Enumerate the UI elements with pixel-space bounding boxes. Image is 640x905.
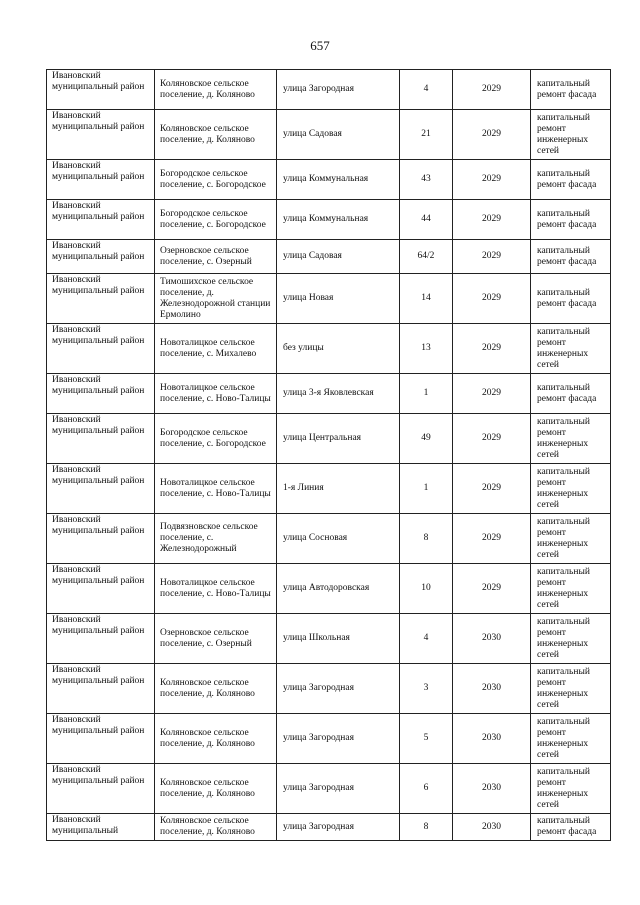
street-cell: улица Садовая [277,110,400,160]
table-row [47,324,611,374]
district-cell: Ивановский муниципальный район [47,274,155,324]
table-row [47,200,611,240]
house-number-cell: 64/2 [400,240,453,274]
district-cell: Ивановский муниципальный район [47,200,155,240]
house-number-cell: 5 [400,714,453,764]
settlement-cell: Новоталицкое сельское поселение, с. Ново-Талицы [155,464,277,514]
year-cell: 2029 [453,414,531,464]
district-cell: Ивановский муниципальный район [47,414,155,464]
settlement-cell: Богородское сельское поселение, с. Богородское [155,160,277,200]
street-cell: улица Коммунальная [277,160,400,200]
district-cell: Ивановский муниципальный район [47,160,155,200]
work-type-cell: капитальный ремонт инженерных сетей [531,414,611,464]
work-type-cell: капитальный ремонт фасада [531,160,611,200]
table-row [47,160,611,200]
district-cell: Ивановский муниципальный район [47,70,155,110]
settlement-cell: Озерновское сельское поселение, с. Озерный [155,614,277,664]
work-type-cell: капитальный ремонт инженерных сетей [531,664,611,714]
work-type-cell: капитальный ремонт фасада [531,274,611,324]
work-type-cell: капитальный ремонт фасада [531,70,611,110]
house-number-cell: 14 [400,274,453,324]
table-row [47,714,611,764]
table-row [47,110,611,160]
house-number-cell: 21 [400,110,453,160]
settlement-cell: Богородское сельское поселение, с. Богородское [155,414,277,464]
settlement-cell: Подвязновское сельское поселение, с. Железнодорожный [155,514,277,564]
year-cell: 2029 [453,324,531,374]
year-cell: 2030 [453,664,531,714]
table-row [47,240,611,274]
settlement-cell: Коляновское сельское поселение, д. Коляново [155,814,277,841]
street-cell: без улицы [277,324,400,374]
work-type-cell: капитальный ремонт инженерных сетей [531,464,611,514]
work-type-cell: капитальный ремонт инженерных сетей [531,564,611,614]
work-type-cell: капитальный ремонт фасада [531,374,611,414]
district-cell: Ивановский муниципальный район [47,514,155,564]
street-cell: улица Загородная [277,70,400,110]
district-cell: Ивановский муниципальный район [47,564,155,614]
street-cell: улица Автодоровская [277,564,400,614]
house-number-cell: 13 [400,324,453,374]
settlement-cell: Озерновское сельское поселение, с. Озерный [155,240,277,274]
settlement-cell: Новоталицкое сельское поселение, с. Ново-Талицы [155,374,277,414]
table-row [47,374,611,414]
street-cell: улица Загородная [277,664,400,714]
street-cell: улица Школьная [277,614,400,664]
street-cell: улица 3-я Яковлевская [277,374,400,414]
house-number-cell: 8 [400,514,453,564]
settlement-cell: Коляновское сельское поселение, д. Коляново [155,664,277,714]
work-type-cell: капитальный ремонт фасада [531,814,611,841]
house-number-cell: 4 [400,70,453,110]
settlement-cell: Новоталицкое сельское поселение, с. Ново-Талицы [155,564,277,614]
district-cell: Ивановский муниципальный район [47,764,155,814]
table-row [47,814,611,841]
work-type-cell: капитальный ремонт фасада [531,200,611,240]
year-cell: 2029 [453,464,531,514]
street-cell: улица Загородная [277,714,400,764]
year-cell: 2030 [453,714,531,764]
street-cell: улица Загородная [277,814,400,841]
district-cell: Ивановский муниципальный район [47,714,155,764]
district-cell: Ивановский муниципальный [47,814,155,841]
house-number-cell: 10 [400,564,453,614]
district-cell: Ивановский муниципальный район [47,464,155,514]
year-cell: 2029 [453,374,531,414]
street-cell: 1-я Линия [277,464,400,514]
street-cell: улица Новая [277,274,400,324]
year-cell: 2030 [453,764,531,814]
street-cell: улица Садовая [277,240,400,274]
district-cell: Ивановский муниципальный район [47,664,155,714]
year-cell: 2030 [453,614,531,664]
settlement-cell: Новоталицкое сельское поселение, с. Михалево [155,324,277,374]
street-cell: улица Сосновая [277,514,400,564]
street-cell: улица Центральная [277,414,400,464]
table-row [47,514,611,564]
table-row [47,70,611,110]
district-cell: Ивановский муниципальный район [47,240,155,274]
work-type-cell: капитальный ремонт инженерных сетей [531,324,611,374]
year-cell: 2029 [453,70,531,110]
house-number-cell: 6 [400,764,453,814]
settlement-cell: Коляновское сельское поселение, д. Коляново [155,714,277,764]
house-number-cell: 44 [400,200,453,240]
street-cell: улица Загородная [277,764,400,814]
settlement-cell: Коляновское сельское поселение, д. Коляново [155,110,277,160]
house-number-cell: 1 [400,464,453,514]
settlement-cell: Богородское сельское поселение, с. Богородское [155,200,277,240]
house-number-cell: 8 [400,814,453,841]
work-type-cell: капитальный ремонт инженерных сетей [531,514,611,564]
settlement-cell: Коляновское сельское поселение, д. Коляново [155,764,277,814]
settlement-cell: Тимошихское сельское поселение, д. Железнодорожной станции Ермолино [155,274,277,324]
housing-table [46,69,611,841]
district-cell: Ивановский муниципальный район [47,110,155,160]
table-row [47,414,611,464]
work-type-cell: капитальный ремонт инженерных сетей [531,714,611,764]
page-number: 657 [310,38,330,53]
table-row [47,564,611,614]
table-row [47,764,611,814]
table-row [47,614,611,664]
district-cell: Ивановский муниципальный район [47,374,155,414]
year-cell: 2029 [453,240,531,274]
house-number-cell: 49 [400,414,453,464]
district-cell: Ивановский муниципальный район [47,614,155,664]
district-cell: Ивановский муниципальный район [47,324,155,374]
settlement-cell: Коляновское сельское поселение, д. Коляново [155,70,277,110]
year-cell: 2029 [453,274,531,324]
house-number-cell: 4 [400,614,453,664]
year-cell: 2029 [453,564,531,614]
housing-table-body [47,70,611,841]
work-type-cell: капитальный ремонт инженерных сетей [531,614,611,664]
year-cell: 2029 [453,110,531,160]
year-cell: 2029 [453,200,531,240]
street-cell: улица Коммунальная [277,200,400,240]
table-row [47,664,611,714]
year-cell: 2029 [453,514,531,564]
table-row [47,464,611,514]
house-number-cell: 3 [400,664,453,714]
work-type-cell: капитальный ремонт инженерных сетей [531,110,611,160]
house-number-cell: 43 [400,160,453,200]
table-row [47,274,611,324]
work-type-cell: капитальный ремонт фасада [531,240,611,274]
house-number-cell: 1 [400,374,453,414]
year-cell: 2029 [453,160,531,200]
work-type-cell: капитальный ремонт инженерных сетей [531,764,611,814]
year-cell: 2030 [453,814,531,841]
